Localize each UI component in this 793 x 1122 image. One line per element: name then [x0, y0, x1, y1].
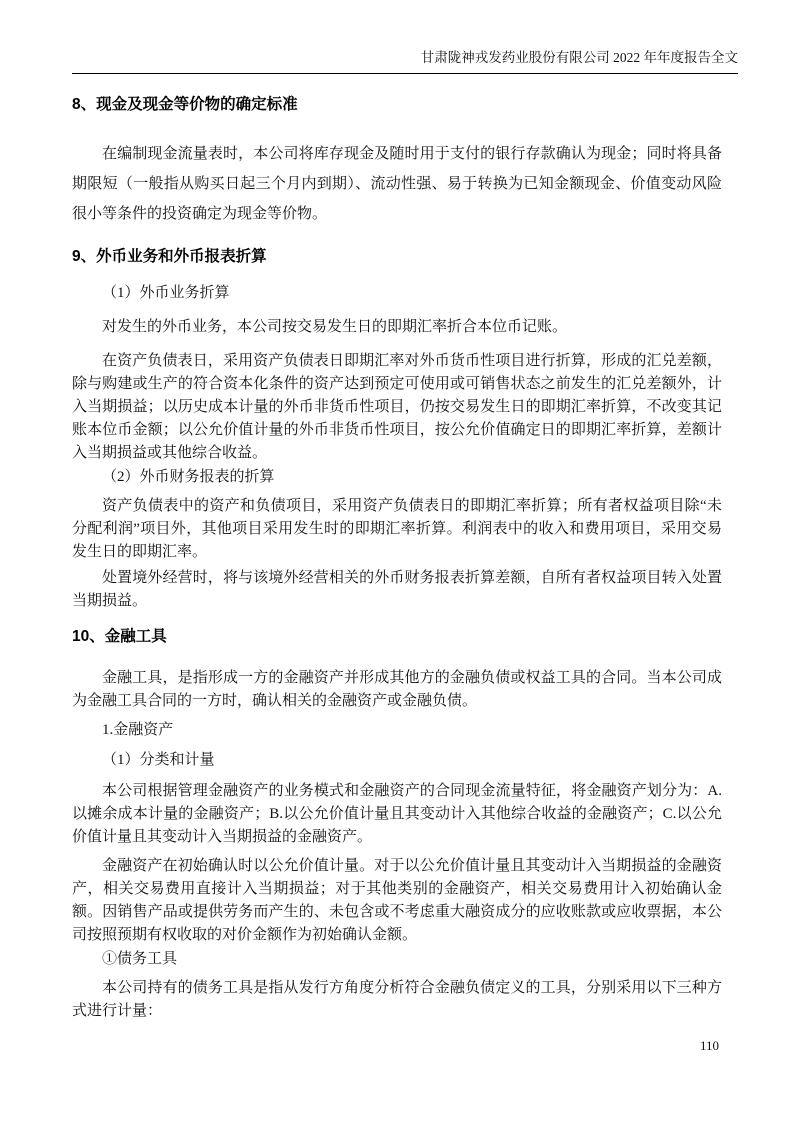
subheading-financial-assets: 1.金融资产 — [102, 722, 174, 738]
subheading-foreign-statements-translation: （2）外币财务报表的折算 — [102, 469, 275, 485]
section-heading-8-cash-equivalents: 8、现金及现金等价物的确定标准 — [72, 96, 298, 113]
paragraph-cash-equivalents-criteria: 在编制现金流量表时，本公司将库存现金及随时用于支付的银行存款确认为现金；同时将具备期限短（一般指从购买日起三个月内到期）、流动性强、易于转换为已知金额现金、价值变动风险很小等条件的投资确定为现金等价物。 — [72, 146, 722, 222]
paragraph-foreign-currency-bookkeeping: 对发生的外币业务，本公司按交易发生日的即期汇率折合本位币记账。 — [102, 319, 568, 335]
paragraph-balance-sheet-date-translation: 在资产负债表日，采用资产负债表日即期汇率对外币货币性项目进行折算，形成的汇兑差额，除与购建或生产的符合资本化条件的资产达到预定可使用或可销售状态之前发生的汇兑差额外，计入当期损益；以历史成本计量的外币非货币性项目，仍按交易发生日的即期汇率折算，不改变其记账本位币金额；以公允价值计量的外币非货币性项目，按公允价值确定日的即期汇率折算，差额计入当期损益或其他综合收益。 — [72, 353, 722, 461]
paragraph-financial-assets-classification: 本公司根据管理金融资产的业务模式和金融资产的合同现金流量特征，将金融资产划分为：A.以摊余成本计量的金融资产；B.以公允价值计量且其变动计入其他综合收益的金融资产；C.以公允价值计量且其变动计入当期损益的金融资产。 — [72, 783, 722, 845]
paragraph-assets-liabilities-translation: 资产负债表中的资产和负债项目，采用资产负债表日的即期汇率折算；所有者权益项目除“未分配利润”项目外，其他项目采用发生时的即期汇率折算。利润表中的收入和费用项目，采用交易发生日的即期汇率。 — [72, 498, 722, 560]
paragraph-disposal-overseas-operations: 处置境外经营时，将与该境外经营相关的外币财务报表折算差额，自所有者权益项目转入处置当期损益。 — [72, 570, 722, 609]
section-heading-9-foreign-currency: 9、外币业务和外币报表折算 — [72, 248, 267, 265]
subheading-foreign-currency-translation: （1）外币业务折算 — [102, 285, 230, 301]
paragraph-debt-instruments-measurement: 本公司持有的债务工具是指从发行方角度分析符合金融负债定义的工具，分别采用以下三种方式进行计量： — [72, 980, 722, 1019]
subheading-debt-instruments: ①债务工具 — [102, 951, 178, 967]
section-heading-10-financial-instruments: 10、金融工具 — [72, 628, 167, 645]
page-number: 110 — [699, 1038, 719, 1053]
paragraph-financial-instruments-definition: 金融工具，是指形成一方的金融资产并形成其他方的金融负债或权益工具的合同。当本公司成为金融工具合同的一方时，确认相关的金融资产或金融负债。 — [72, 670, 722, 709]
paragraph-initial-recognition-fair-value: 金融资产在初始确认时以公允价值计量。对于以公允价值计量且其变动计入当期损益的金融资产，相关交易费用直接计入当期损益；对于其他类别的金融资产，相关交易费用计入初始确认金额。因销售产品或提供劳务而产生的、未包含或不考虑重大融资成分的应收账款或应收票据，本公司按照预期有权收取的对价金额作为初始确认金额。 — [72, 858, 722, 943]
subheading-classification-measurement: （1）分类和计量 — [102, 752, 215, 768]
document-content — [72, 95, 722, 1023]
report-header — [72, 0, 738, 74]
report-header-title: 甘肃陇神戎发药业股份有限公司 2022 年年度报告全文 — [420, 50, 738, 65]
